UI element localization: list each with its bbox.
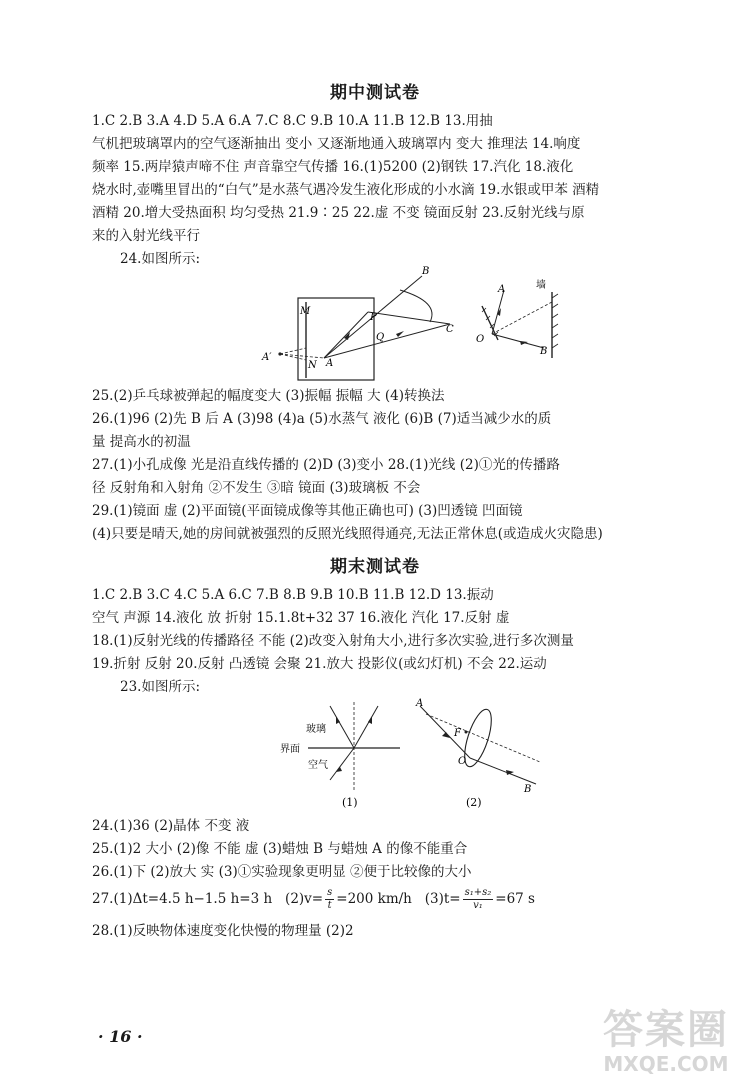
caption-fig1: (1) [342, 796, 358, 809]
midterm-q24-label: 24.如图所示: [120, 251, 201, 267]
point-a-prime [278, 352, 281, 355]
q27-part2: =200 km/h (3)t= [336, 891, 461, 907]
ray [324, 324, 450, 358]
q27-part1: 27.(1)Δt=4.5 h−1.5 h=3 h (2)v= [92, 891, 324, 907]
final-line: 19.折射 反射 20.反射 凸透镜 会聚 21.放大 投影仪(或幻灯机) 不会 22.运动 [92, 656, 547, 672]
watermark-top: 答案圈 [603, 1007, 729, 1053]
hatch [552, 334, 558, 338]
watermark-bottom: MXQE.COM [603, 1052, 729, 1076]
refracted-ray [470, 758, 536, 784]
label-f: F [454, 728, 461, 739]
arrow [396, 331, 404, 337]
midterm-line: 烧水时,壶嘴里冒出的“白气”是水蒸气遇冷发生液化形成的小水滴 19.水银或甲苯 酒精 [92, 182, 600, 198]
label-a-prime: A′ [262, 352, 272, 363]
midterm-line: 量 提高水的初温 [92, 434, 191, 450]
midterm-line: 1.C 2.B 3.A 4.D 5.A 6.A 7.C 8.C 9.B 10.A 11.B 12.B 13.用抽 [92, 113, 493, 129]
hatch [552, 294, 558, 298]
label-q: Q [376, 332, 385, 343]
midterm-line: 来的入射光线平行 [92, 228, 200, 244]
dashed-ray [280, 348, 306, 354]
final-line: 空气 声源 14.液化 放 折射 15.1.8t+32 37 16.液化 汽化 17.反射 虚 [92, 610, 510, 626]
final-line: 25.(1)2 大小 (2)像 不能 虚 (3)蜡烛 B 与蜡烛 A 的像不能重合 [92, 841, 468, 857]
caption-fig2: (2) [466, 796, 482, 809]
label-interface: 界面 [280, 744, 300, 755]
label-p: P [370, 312, 377, 323]
midterm-line: 气机把玻璃罩内的空气逐渐抽出 变小 又逐渐地通入玻璃罩内 变大 推理法 14.响度 [92, 136, 581, 152]
fraction-speed-den: t [327, 899, 332, 911]
label-b: B [422, 266, 430, 277]
label-a: A [416, 698, 424, 709]
final-q23-figures [270, 692, 560, 812]
incident-ray [420, 706, 470, 758]
label-o: O [458, 756, 467, 767]
main-axis [426, 714, 540, 762]
hatch [552, 324, 558, 328]
page-number: · 16 · [98, 1027, 143, 1046]
midterm-line: 26.(1)96 (2)先 B 后 A (3)98 (4)a (5)水蒸气 液化 (6)B (7)适当减少水的质 [92, 411, 552, 427]
midterm-q24-figure [250, 262, 570, 382]
dashed-ray [280, 354, 306, 360]
midterm-line: 酒精 20.增大受热面积 均匀受热 21.9∶25 22.虚 不变 镜面反射 23.反射光线与原 [92, 205, 585, 221]
final-title: 期末测试卷 [330, 557, 420, 577]
midterm-line: 径 反射角和入射角 ②不发生 ③暗 镜面 (3)玻璃板 不会 [92, 480, 421, 496]
final-q28: 28.(1)反映物体速度变化快慢的物理量 (2)2 [92, 923, 354, 939]
reflected-ray [330, 706, 354, 748]
label-b: B [524, 784, 532, 795]
q27-part3: =67 s [495, 891, 535, 907]
final-q27 [92, 884, 718, 914]
fraction-time-num: s₁+s₂ [464, 886, 492, 898]
midterm-title: 期中测试卷 [330, 83, 420, 103]
ray [368, 312, 450, 324]
label-air: 空气 [308, 760, 328, 771]
label-n: N [308, 360, 317, 371]
hatch [552, 304, 558, 308]
label-glass: 玻璃 [306, 724, 326, 735]
incident-ray [354, 706, 378, 748]
label-m: M [300, 306, 311, 317]
label-c: C [446, 324, 454, 335]
midterm-line: 25.(2)乒乓球被弹起的幅度变大 (3)振幅 振幅 大 (4)转换法 [92, 388, 445, 404]
dashed-ray [280, 354, 324, 358]
midterm-line: 29.(1)镜面 虚 (2)平面镜(平面镜成像等其他正确也可) (3)凹透镜 凹面镜 [92, 503, 523, 519]
label-a2: A [498, 284, 506, 295]
arrow [442, 732, 450, 738]
incident-ray [492, 290, 504, 334]
reflected-ray [492, 334, 544, 348]
watermark [596, 1007, 736, 1079]
final-line: 24.(1)36 (2)晶体 不变 液 [92, 818, 250, 834]
midterm-line: 27.(1)小孔成像 光是沿直线传播的 (2)D (3)变小 28.(1)光线 (2)①光的传播路 [92, 457, 560, 473]
fraction-time-den: v₁ [473, 899, 483, 911]
dashed-ray [492, 302, 552, 334]
final-q23-label: 23.如图所示: [120, 679, 201, 695]
label-a: A [326, 358, 334, 369]
fraction-speed-num: s [327, 886, 333, 898]
refracted-ray [330, 748, 354, 780]
midterm-line: (4)只要是晴天,她的房间就被强烈的反照光线照得通亮,无法正常休息(或造成火灾隐患) [92, 526, 603, 542]
label-o: O [476, 334, 485, 345]
focus-point [465, 731, 468, 734]
hatch [552, 344, 558, 348]
final-line: 1.C 2.B 3.C 4.C 5.A 6.C 7.B 8.B 9.B 10.B 11.B 12.D 13.振动 [92, 587, 494, 603]
midterm-line: 频率 15.两岸猿声啼不住 声音靠空气传播 16.(1)5200 (2)钢铁 17.汽化 18.液化 [92, 159, 574, 175]
fraction-speed [325, 887, 334, 912]
final-line: 18.(1)反射光线的传播路径 不能 (2)改变入射角大小,进行多次实验,进行多次测量 [92, 633, 574, 649]
label-b2: B [540, 346, 548, 357]
hatch [552, 314, 558, 318]
fraction-time [463, 887, 494, 912]
final-line: 26.(1)下 (2)放大 实 (3)①实验现象更明显 ②便于比较像的大小 [92, 864, 472, 880]
ray [324, 312, 368, 358]
label-wall: 墙 [536, 280, 546, 291]
